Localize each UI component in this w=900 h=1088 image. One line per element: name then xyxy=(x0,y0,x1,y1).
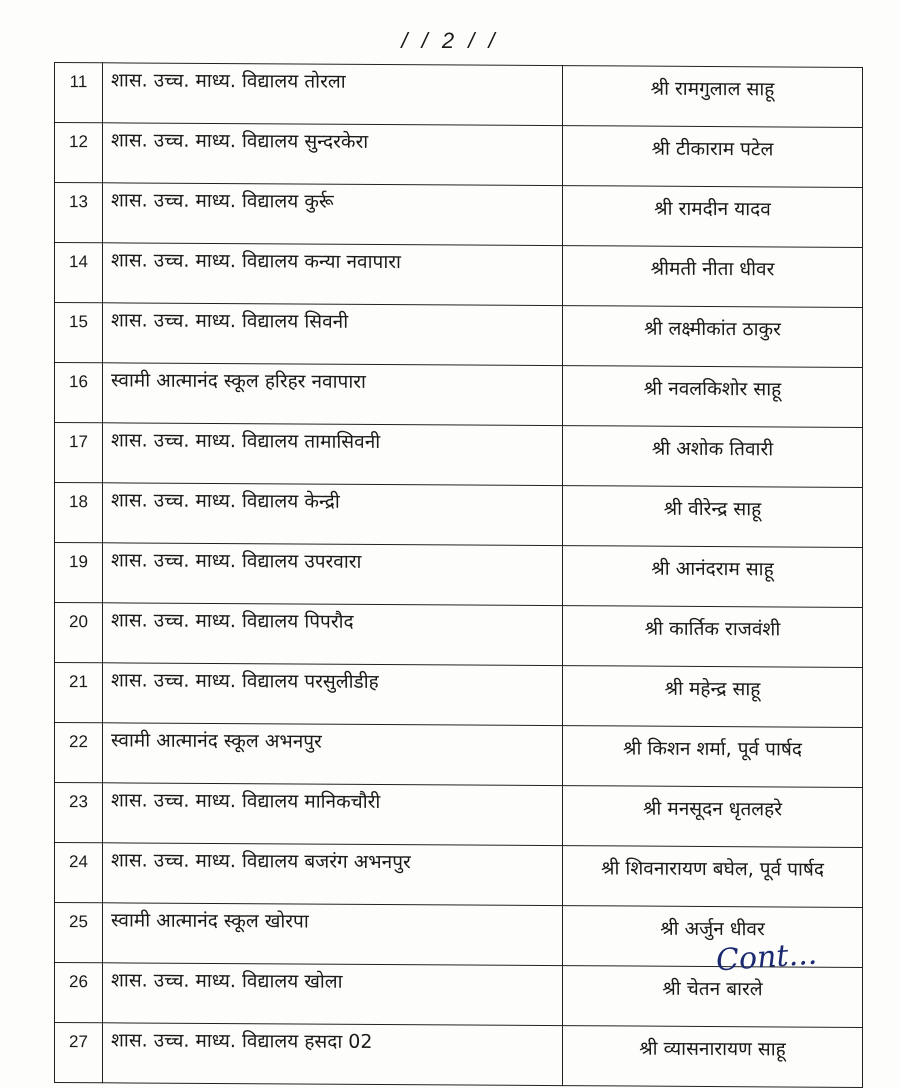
table-row xyxy=(55,63,863,128)
row-number: 16 xyxy=(55,363,103,423)
person-name: श्री महेन्द्र साहू xyxy=(563,666,863,728)
row-number: 14 xyxy=(55,243,103,303)
school-name: शास. उच्च. माध्य. विद्यालय पिपरौद xyxy=(103,603,563,666)
person-name: श्री शिवनारायण बघेल, पूर्व पार्षद xyxy=(563,846,863,908)
table-row xyxy=(55,183,863,248)
school-name: शास. उच्च. माध्य. विद्यालय उपरवारा xyxy=(103,543,563,606)
table-row xyxy=(55,363,863,428)
school-name: शास. उच्च. माध्य. विद्यालय सुन्दरकेरा xyxy=(103,123,563,186)
school-name: शास. उच्च. माध्य. विद्यालय सिवनी xyxy=(103,303,563,366)
table-body xyxy=(55,63,863,1088)
row-number: 18 xyxy=(55,483,103,543)
row-number: 20 xyxy=(55,603,103,663)
row-number: 19 xyxy=(55,543,103,603)
table-row xyxy=(55,543,863,608)
school-name: शास. उच्च. माध्य. विद्यालय तोरला xyxy=(103,63,563,126)
school-name: स्वामी आत्मानंद स्कूल अभनपुर xyxy=(103,723,563,786)
table-row xyxy=(55,303,863,368)
person-name: श्री कार्तिक राजवंशी xyxy=(563,606,863,668)
row-number: 23 xyxy=(55,783,103,843)
school-name: शास. उच्च. माध्य. विद्यालय बजरंग अभनपुर xyxy=(103,843,563,906)
person-name: श्री टीकाराम पटेल xyxy=(563,126,863,188)
page-number: / / 2 / / xyxy=(401,28,499,53)
row-number: 12 xyxy=(55,123,103,183)
person-name: श्री आनंदराम साहू xyxy=(563,546,863,608)
handwritten-continued-note: Cont... xyxy=(714,936,819,979)
school-name: शास. उच्च. माध्य. विद्यालय मानिकचौरी xyxy=(103,783,563,846)
person-name: श्री व्यासनारायण साहू xyxy=(563,1026,863,1088)
row-number: 15 xyxy=(55,303,103,363)
row-number: 21 xyxy=(55,663,103,723)
school-assignment-table-wrapper xyxy=(54,62,863,1083)
table-row xyxy=(55,663,863,728)
school-name: शास. उच्च. माध्य. विद्यालय कन्या नवापारा xyxy=(103,243,563,306)
table-row xyxy=(55,783,863,848)
person-name: श्री वीरेन्द्र साहू xyxy=(563,486,863,548)
school-name: स्वामी आत्मानंद स्कूल हरिहर नवापारा xyxy=(103,363,563,426)
table-row xyxy=(55,1023,863,1088)
row-number: 27 xyxy=(55,1023,103,1083)
school-name: शास. उच्च. माध्य. विद्यालय खोला xyxy=(103,963,563,1026)
row-number: 11 xyxy=(55,63,103,123)
table-row xyxy=(55,423,863,488)
school-name: स्वामी आत्मानंद स्कूल खोरपा xyxy=(103,903,563,966)
school-name: शास. उच्च. माध्य. विद्यालय हसदा 02 xyxy=(103,1023,563,1086)
school-name: शास. उच्च. माध्य. विद्यालय तामासिवनी xyxy=(103,423,563,486)
school-name: शास. उच्च. माध्य. विद्यालय परसुलीडीह xyxy=(103,663,563,726)
person-name: श्री चेतन बारले xyxy=(563,966,863,1028)
person-name: श्री मनसूदन धृतलहरे xyxy=(563,786,863,848)
school-assignment-table xyxy=(54,62,863,1088)
table-row xyxy=(55,243,863,308)
row-number: 24 xyxy=(55,843,103,903)
person-name: श्री लक्ष्मीकांत ठाकुर xyxy=(563,306,863,368)
table-row xyxy=(55,123,863,188)
row-number: 25 xyxy=(55,903,103,963)
person-name: श्रीमती नीता धीवर xyxy=(563,246,863,308)
row-number: 26 xyxy=(55,963,103,1023)
person-name: श्री अशोक तिवारी xyxy=(563,426,863,488)
school-name: शास. उच्च. माध्य. विद्यालय केन्द्री xyxy=(103,483,563,546)
table-row xyxy=(55,723,863,788)
person-name: श्री रामगुलाल साहू xyxy=(563,66,863,128)
row-number: 17 xyxy=(55,423,103,483)
table-row xyxy=(55,843,863,908)
table-row xyxy=(55,483,863,548)
person-name: श्री अर्जुन धीवर xyxy=(563,906,863,968)
row-number: 13 xyxy=(55,183,103,243)
school-name: शास. उच्च. माध्य. विद्यालय कुर्रू xyxy=(103,183,563,246)
person-name: श्री नवलकिशोर साहू xyxy=(563,366,863,428)
person-name: श्री किशन शर्मा, पूर्व पार्षद xyxy=(563,726,863,788)
person-name: श्री रामदीन यादव xyxy=(563,186,863,248)
table-row xyxy=(55,603,863,668)
row-number: 22 xyxy=(55,723,103,783)
